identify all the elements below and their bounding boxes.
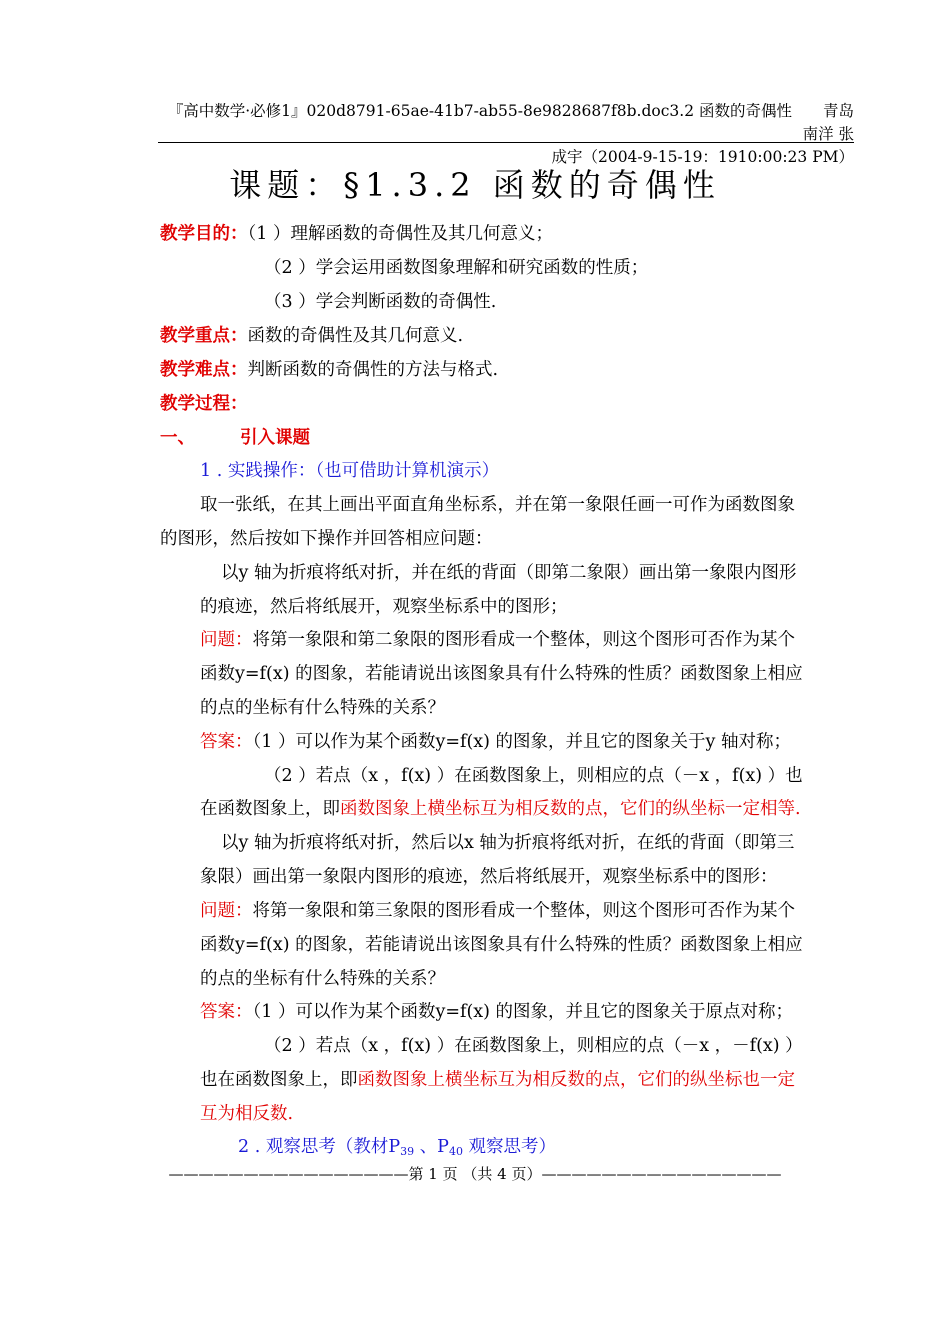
question-2-line-2: 函数y=f(x) 的图象，若能请说出该图象具有什么特殊的性质？函数图象上相应: [200, 935, 803, 955]
answer-2-line-3: [200, 1068, 795, 1092]
answer-1-highlight: 函数图象上横坐标互为相反数的点，它们的纵坐标一定相等.: [340, 799, 801, 819]
question-2-line-3: 的点的坐标有什么特殊的关系？: [200, 969, 445, 989]
para-2-line-2: 的痕迹，然后将纸展开，观察坐标系中的图形；: [200, 597, 568, 617]
header-line-2: 成宇（2004-9-15-19：1910:00:23 PM）: [551, 148, 854, 166]
question-1-label: 问题：: [200, 630, 253, 650]
answer-2-line-1: [200, 1000, 793, 1024]
para-3-line-2: 象限）画出第一象限内图形的痕迹，然后将纸展开，观察坐标系中的图形：: [200, 867, 778, 887]
difficulty-row: [160, 358, 498, 382]
key-point-row: [160, 324, 463, 348]
question-2-label: 问题：: [200, 901, 253, 921]
answer-2-line-4: 互为相反数.: [200, 1104, 294, 1124]
answer-1-line-3: [200, 797, 801, 821]
lesson-title: 课题：§1.3.2 函数的奇偶性: [229, 166, 721, 204]
answer-1-text-3: 在函数图象上，即: [200, 799, 340, 819]
answer-1-label: 答案：: [200, 732, 253, 752]
para-2-line-1: 以y 轴为折痕将纸对折，并在纸的背面（即第二象限）画出第一象限内图形: [221, 563, 797, 583]
item-2-prefix: 2 . 观察思考（教材P: [238, 1137, 401, 1157]
para-3-line-1: 以y 轴为折痕将纸对折，然后以x 轴为折痕将纸对折，在纸的背面（即第三: [221, 833, 795, 853]
item-1-heading: 1 . 实践操作：（也可借助计算机演示）: [200, 461, 500, 481]
answer-1-text-1: （1 ）可以作为某个函数y=f(x) 的图象，并且它的图象关于y 轴对称；: [252, 732, 792, 752]
difficulty-label: 教学难点：: [160, 360, 248, 380]
header-line-1: 『高中数学·必修1』020d8791-65ae-41b7-ab55-8e9828687f8b.doc3.2 函数的奇偶性 青岛南洋 张: [167, 102, 854, 143]
item-2-heading: [238, 1135, 556, 1164]
key-point-text: 函数的奇偶性及其几何意义.: [247, 326, 464, 346]
para-1-line-1: 取一张纸，在其上画出平面直角坐标系，并在第一象限任画一可作为函数图象: [200, 495, 795, 515]
goal-item-1: （1 ）理解函数的奇偶性及其几何意义；: [247, 224, 553, 244]
section-1-title: 引入课题: [240, 428, 310, 448]
page-footer: ————————————————第 1 页 （共 4 页）————————————————: [168, 1165, 782, 1183]
goals-row-1: [160, 222, 553, 246]
answer-2-label: 答案：: [200, 1002, 253, 1022]
item-2-suffix: 观察思考）: [462, 1137, 557, 1157]
question-1-text-1: 将第一象限和第二象限的图形看成一个整体，则这个图形可否作为某个: [252, 630, 795, 650]
answer-1-line-1: [200, 730, 791, 754]
page-ref-40: 40: [448, 1145, 463, 1158]
goals-label: 教学目的：: [160, 224, 248, 244]
section-1-number: 一、: [160, 428, 195, 448]
page-ref-39: 39: [400, 1145, 415, 1158]
question-1-line-1: [200, 628, 795, 652]
answer-2-highlight: 函数图象上横坐标互为相反数的点，它们的纵坐标也一定: [357, 1070, 795, 1090]
question-2-text-1: 将第一象限和第三象限的图形看成一个整体，则这个图形可否作为某个: [252, 901, 795, 921]
header-divider: [158, 142, 854, 143]
page-header: [158, 100, 854, 169]
answer-2-line-2: （2 ）若点（x ，f(x) ）在函数图象上，则相应的点（－x ，－f(x) ）: [264, 1036, 803, 1056]
answer-2-text-1: （1 ）可以作为某个函数y=f(x) 的图象，并且它的图象关于原点对称；: [252, 1002, 794, 1022]
question-1-line-2: 函数y=f(x) 的图象，若能请说出该图象具有什么特殊的性质？函数图象上相应: [200, 664, 803, 684]
question-2-line-1: [200, 899, 795, 923]
key-point-label: 教学重点：: [160, 326, 248, 346]
difficulty-text: 判断函数的奇偶性的方法与格式.: [247, 360, 499, 380]
item-2-mid: 、P: [414, 1137, 449, 1157]
answer-2-text-3: 也在函数图象上，即: [200, 1070, 358, 1090]
answer-1-line-2: （2 ）若点（x ，f(x) ）在函数图象上，则相应的点（－x ，f(x) ）也: [264, 766, 803, 786]
para-1-line-2: 的图形，然后按如下操作并回答相应问题：: [160, 529, 493, 549]
goal-item-3: （3 ）学会判断函数的奇偶性.: [264, 292, 497, 312]
question-1-line-3: 的点的坐标有什么特殊的关系？: [200, 698, 445, 718]
goal-item-2: （2 ）学会运用函数图象理解和研究函数的性质；: [264, 258, 649, 278]
process-label: 教学过程：: [160, 394, 248, 414]
